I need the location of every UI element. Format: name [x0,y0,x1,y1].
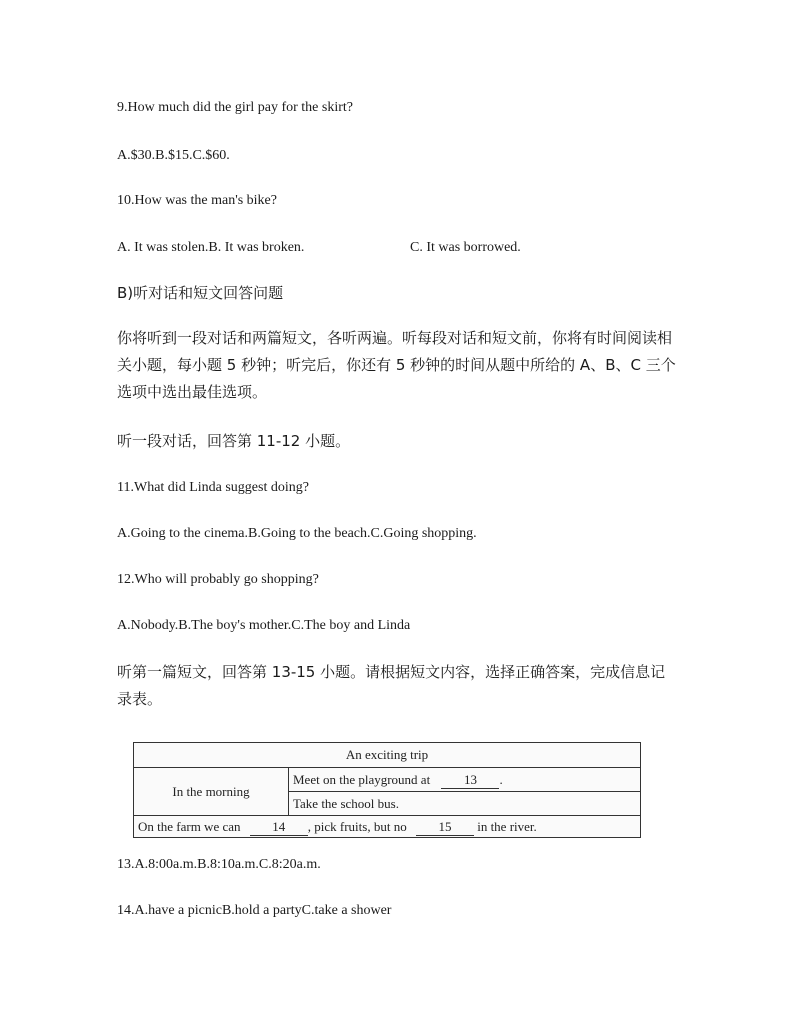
passage-1-intro: 听第一篇短文，回答第 13-15 小题。请根据短文内容，选择正确答案，完成信息记录表。 [117,663,666,708]
question-11: 11.What did Linda suggest doing? [117,480,309,495]
blank-15: 15 [416,819,474,836]
question-9: 9.How much did the girl pay for the skirt? [117,100,354,115]
question-11-options: A.Going to the cinema.B.Going to the beach.C.Going shopping. [117,526,477,541]
blank-13: 13 [441,772,499,789]
question-10-options-ab: A. It was stolen.B. It was broken. [117,240,305,255]
farm-middle: , pick fruits, but no [307,819,407,834]
exciting-trip-table [133,742,641,838]
table-row-farm [134,816,640,838]
table-row-bus: Take the school bus. [289,792,640,816]
question-13-options: 13.A.8:00a.m.B.8:10a.m.C.8:20a.m. [117,857,321,872]
dialogue-intro: 听一段对话，回答第 11-12 小题。 [117,432,351,450]
question-9-options: A.$30.B.$15.C.$60. [117,148,230,163]
question-12: 12.Who will probably go shopping? [117,572,319,587]
section-b-instructions: 你将听到一段对话和两篇短文，各听两遍。听每段对话和短文前，你将有时间阅读相关小题，每小题 5 秒钟；听完后，你还有 5 秒钟的时间从题中所给的 A、B、C 三个选项中选出最佳选项。 [117,329,676,401]
table-title: An exciting trip [134,743,640,768]
question-12-options: A.Nobody.B.The boy's mother.C.The boy and Linda [117,618,411,633]
farm-suffix: in the river. [477,819,537,834]
question-14-options: 14.A.have a picnicB.hold a partyC.take a shower [117,903,392,918]
question-10-option-c: C. It was borrowed. [410,240,521,255]
table-row-meet [289,768,640,792]
farm-prefix: On the farm we can [138,819,241,834]
question-10: 10.How was the man's bike? [117,193,277,208]
section-b-heading: B)听对话和短文回答问题 [117,284,284,302]
meet-end: . [499,772,503,787]
meet-text: Meet on the playground at [293,772,431,787]
morning-label: In the morning [134,768,289,816]
blank-14: 14 [250,819,308,836]
